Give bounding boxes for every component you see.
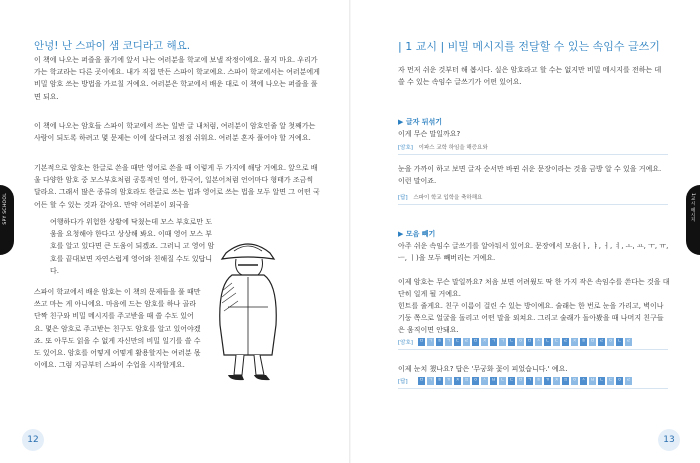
cipher-cell: ㅈ xyxy=(482,339,487,344)
cipher-cell: ㄷ xyxy=(554,339,559,344)
cipher-cell: ㅍ xyxy=(563,378,568,383)
cipher-cell: ㅎ xyxy=(536,378,541,383)
cipher-cell: ㄹ xyxy=(563,339,568,344)
example-answer-1 xyxy=(398,193,482,201)
side-tab-left xyxy=(0,185,14,255)
cipher-cell: ㅍ xyxy=(464,378,469,383)
cipher-cell: ㅁ xyxy=(518,378,523,383)
page-number-right: 13 xyxy=(658,429,680,451)
cipher-cell: ㅁ xyxy=(590,339,595,344)
section-heading-vowel: ▶ 모음 빼기 xyxy=(398,230,436,238)
cipher-row-1 xyxy=(398,337,632,347)
divider xyxy=(398,154,668,155)
section1-explanation: 눈을 가까이 하고 보면 글자 순서만 바뀐 쉬운 문장이라는 것을 금방 알 수 있을 거예요. 이런 말이죠. xyxy=(398,165,662,185)
cipher-cell: ㅅ xyxy=(581,378,586,383)
cipher-cell: ㅇ xyxy=(617,378,622,383)
cipher-cell: ㅇ xyxy=(473,378,478,383)
divider xyxy=(398,204,668,205)
cipher-cell: ㄴ xyxy=(500,378,505,383)
cipher-cell: ㄴ xyxy=(545,339,550,344)
cipher-cell: ㅊ xyxy=(455,378,460,383)
answer-tag: [답] xyxy=(398,195,408,201)
cipher-cell: ㄷ xyxy=(509,378,514,383)
divider xyxy=(398,349,668,350)
cipher-strip xyxy=(418,377,632,385)
side-tab-label: SPY SCHOOL xyxy=(3,193,8,225)
cipher-cell: ㄷ xyxy=(455,339,460,344)
cipher-cell: ㄴ xyxy=(617,339,622,344)
cipher-cell: ㅅ xyxy=(482,378,487,383)
cipher-cell: ㄲ xyxy=(446,378,451,383)
cipher-cell: ㅊ xyxy=(554,378,559,383)
cipher-text: 이파스 교학 하임을 해증요와 xyxy=(418,145,488,151)
cipher-cell: ㄹ xyxy=(464,339,469,344)
cipher-cell: ㅁ xyxy=(419,339,424,344)
cipher-cell: ㅁ xyxy=(473,339,478,344)
section2-answer: 이제 눈치 챘나요? 답은 '무궁화 꽃이 피었습니다.' 예요. xyxy=(398,365,568,373)
right-page-title xyxy=(398,38,660,54)
cipher-cell: ㄲ xyxy=(545,378,550,383)
section1-question: 이게 무슨 말일까요? xyxy=(398,130,461,138)
cipher-cell: ㄴ xyxy=(599,378,604,383)
cipher-cell: ㄹ xyxy=(626,339,631,344)
cipher-strip xyxy=(418,338,632,346)
cipher-cell: ㄷ xyxy=(608,378,613,383)
book-gutter xyxy=(349,0,351,463)
answer-text: 스파이 학교 입학을 축하해요 xyxy=(413,195,483,201)
page-number-left: 12 xyxy=(22,429,44,451)
cipher-cell: ㄱ xyxy=(428,339,433,344)
cipher-cell: ㅅ xyxy=(536,339,541,344)
example-cipher-1 xyxy=(398,143,488,151)
cipher-row-tag: [암호] xyxy=(398,340,413,346)
lesson-title: 비밀 메시지를 전달할 수 있는 속임수 글쓰기 xyxy=(447,40,660,53)
cipher-cell: ㄱ xyxy=(446,339,451,344)
cipher-row-tag: [답] xyxy=(398,379,408,385)
cipher-cell: ㄹ xyxy=(626,378,631,383)
cipher-cell: ㄹ xyxy=(599,339,604,344)
cipher-cell: ㅎ xyxy=(437,378,442,383)
cipher-row-2 xyxy=(398,376,632,386)
section-heading-shuffle: ▶ 글자 뒤섞기 xyxy=(398,118,443,126)
cipher-tag: [암호] xyxy=(398,145,413,151)
section2-hint: 힌트를 줄게요. 친구 이름이 걸린 수 있는 방이예요. 술래는 한 번로 눈을 가리고, 벽이나 기둥 쪽으로 얼굴을 돌리고 어떤 말을 외쳐요. 그리고 술래가 돌아봤을 때 나머지 친구들은 움직이면 안돼요. xyxy=(398,302,664,334)
cipher-cell: ㅁ xyxy=(419,378,424,383)
cipher-cell: ㄱ xyxy=(527,378,532,383)
cipher-cell: ㄱ xyxy=(491,339,496,344)
cipher-cell: ㅂ xyxy=(590,378,595,383)
divider xyxy=(398,388,668,389)
cipher-cell: ㅈ xyxy=(572,339,577,344)
cipher-cell: ㅁ xyxy=(527,339,532,344)
section2-question: 이제 암호는 무슨 말일까요? 처음 보면 어려웠도 딱 한 가지 작은 속임수를 쓴다는 것을 대단히 일게 될 거예요. xyxy=(398,278,670,298)
paragraph-1: 이 책에 나오는 퍼즐을 풀기에 앞서 나는 여러분을 학교에 보낼 작정이에요. 물지 마요. 우리가 가는 학교라는 다른 곳이에요. 내가 직접 만든 스파이 학교예요. 스파이 학교에서는 여러분에게 비밀 암호 쓰는 방법을 가르칠 거예요. 여러분은 학교에서 배운 대로 이 책에 나오는 퍼즐을 풀면 되요. xyxy=(34,56,320,101)
paragraph-5: 스파이 학교에서 배운 암호는 이 책의 문제들을 풀 때만 쓰고 마는 게 아니에요. 마음에 드는 암호를 하나 골라 단짝 친구와 비밀 메시지를 주고받을 때 쓸 수도 있어요. 몇은 암호로 주고받는 친구도 암호를 알고 있어야겠죠. 또 아무도 읽을 수 없게 자신만의 비밀 일기를 쓸 수도 있어요. 암호를 어떻게 어떻게 활용할지는 여러분 몫이에요. 그럼 지금부터 스파이 수업을 시작할게요. xyxy=(34,288,201,370)
spy-illustration xyxy=(198,225,298,385)
side-tab-label-right: 1교시 메시지 xyxy=(690,193,695,222)
cipher-cell: ㄱ xyxy=(428,378,433,383)
left-page-title: 안녕! 난 스파이 샘 코디라고 해요. xyxy=(34,40,191,52)
cipher-cell: ㅂ xyxy=(491,378,496,383)
cipher-cell: ㅇ xyxy=(608,339,613,344)
cipher-cell: ㅇ xyxy=(572,378,577,383)
paragraph-4: 여행하다가 위험한 상황에 닥쳤는데 모스 부호로만 도움을 요청해야 한다고 상상해 봐요. 이때 영어 모스 부호를 알고 있다면 큰 도움이 되겠죠. 그러니 고 영어 암호를 끝대보면 자연스럽게 영어와 친해질 수도 있답니다. xyxy=(50,218,215,275)
cipher-cell: ㄴ xyxy=(509,339,514,344)
lesson-number: | 1 교시 | xyxy=(398,40,445,53)
side-tab-right xyxy=(686,185,700,255)
cipher-cell: ㅎ xyxy=(581,339,586,344)
cipher-cell: ㄱ xyxy=(500,339,505,344)
paragraph-2: 이 책에 나오는 암호들 스파이 학교에서 쓰는 일반 글 내처럼, 여러분이 암호인줄 알 첫째가는 사람이 되도록 하려고 몇 문제는 이에 살다려고 점점 쉬워요. 여러분 혼자 풀어야 할 거예요. xyxy=(34,122,316,143)
section2-intro: 아주 쉬운 속임수 글쓰기를 알아둬서 있어요. 문장에서 모음(ㅏ, ㅑ, ㅓ, ㅕ, ㅗ, ㅛ, ㅜ, ㅠ, ㅡ, ㅣ)을 모두 빼버리는 거예요. xyxy=(398,242,669,262)
cipher-cell: ㅎ xyxy=(437,339,442,344)
cipher-cell: ㅇ xyxy=(518,339,523,344)
intro-paragraph: 자 먼저 쉬운 것부터 해 봅시다. 실은 암호라고 할 수는 없지만 비밀 메시지를 전하는 데 쓸 수 있는 속임수 글쓰기가 어떤 있어요. xyxy=(398,66,662,86)
paragraph-3: 기본적으로 암호는 한글로 쓴을 때만 영어로 쓴을 때 이렇게 두 가지에 해당 거예요. 앞으로 배울 다양한 암호 중 모스부호처럼 공통적인 영어, 한국어, 일본어처럼 언어마다 형태가 조금씩 달라요. 그래서 많은 종류의 암호라도 한글로 쓰는 법과 영어로 쓰는 법을 모두 알면 그 어떤 국어든 할 수 있는 것과 같아요. 만약 여러분이 외국을 xyxy=(34,164,320,209)
